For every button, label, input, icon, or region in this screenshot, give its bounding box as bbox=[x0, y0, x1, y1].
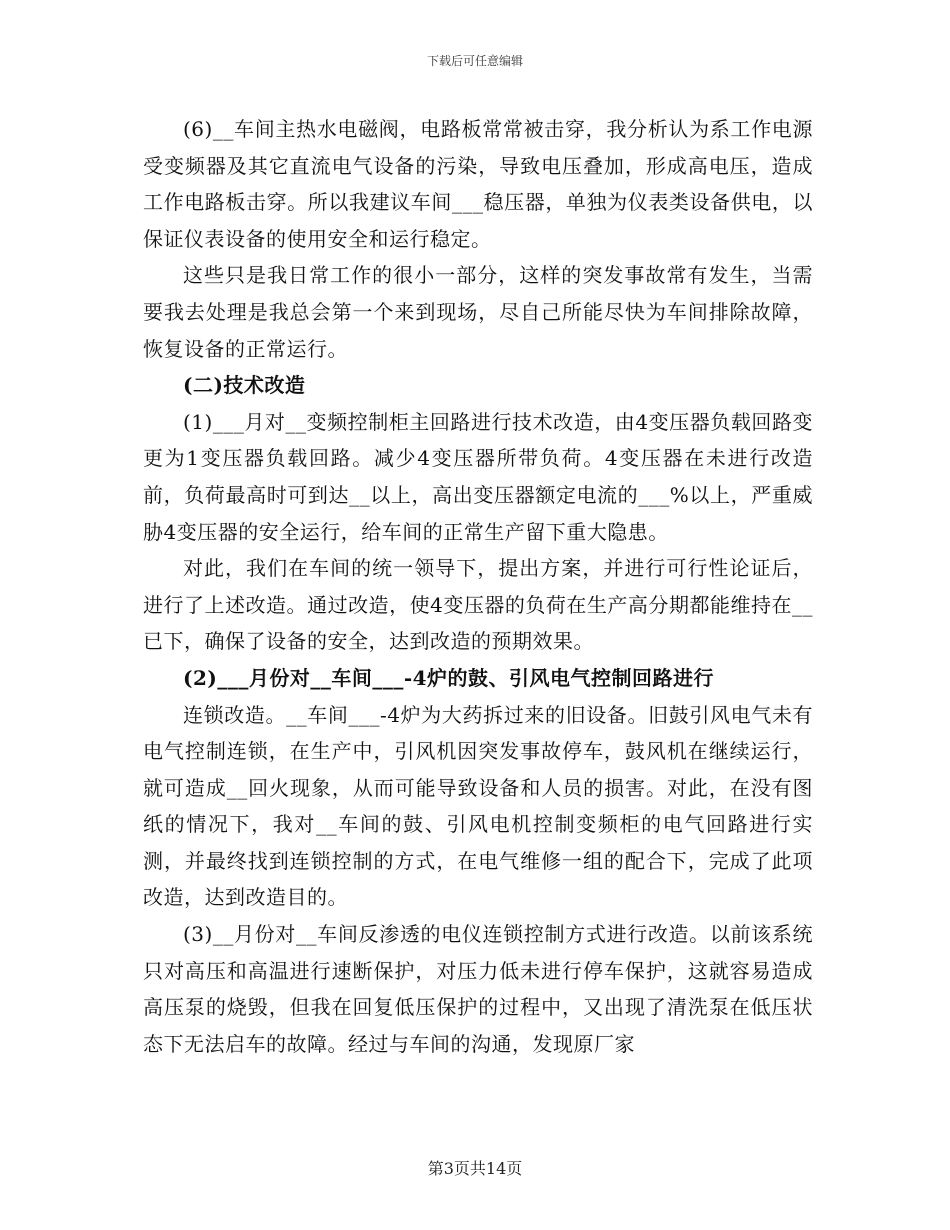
paragraph-item-1: (1)___月对__变频控制柜主回路进行技术改造，由4变压器负载回路变更为1变压器负载回路。减少4变压器所带负荷。4变压器在未进行改造前，负荷最高时可到达__以上，高出变压器额定电流的___%以上，严重威胁4变压器的安全运行，给车间的正常生产留下重大隐患。 bbox=[143, 409, 813, 544]
paragraph-item-2-body: 连锁改造。__车间___-4炉为大药拆过来的旧设备。旧鼓引风电气未有电气控制连锁，在生产中，引风机因突发事故停车，鼓风机在继续运行，就可造成__回火现象，从而可能导致设备和人员的损害。对此，在没有图纸的情况下，我对__车间的鼓、引风电机控制变频柜的电气回路进行实测，并最终找到连锁控制的方式，在电气维修一组的配合下，完成了此项改造，达到改造目的。 bbox=[143, 702, 813, 910]
page-header: 下载后可任意编辑 bbox=[426, 54, 523, 68]
paragraph-item-1-result: 对此，我们在车间的统一领导下，提出方案，并进行可行性论证后，进行了上述改造。通过改造，使4变压器的负荷在生产高分期都能维持在__已下，确保了设备的安全，达到改造的预期效果。 bbox=[143, 556, 813, 654]
page-number: 第3页共14页 bbox=[427, 1159, 523, 1178]
section-heading-tech-upgrade: (二)技术改造 bbox=[183, 373, 306, 398]
paragraph-daily-work: 这些只是我日常工作的很小一部分，这样的突发事故常有发生，当需要我去处理是我总会第一个来到现场，尽自己所能尽快为车间排除故障，恢复设备的正常运行。 bbox=[143, 263, 813, 361]
paragraph-item-3: (3)__月份对__车间反渗透的电仪连锁控制方式进行改造。以前该系统只对高压和高温进行速断保护，对压力低未进行停车保护，这就容易造成高压泵的烧毁，但我在回复低压保护的过程中，又出现了清洗泵在低压状态下无法启车的故障。经过与车间的沟通，发现原厂家 bbox=[143, 922, 813, 1056]
paragraph-item-2-heading: (2)___月份对__车间___-4炉的鼓、引风电气控制回路进行 bbox=[183, 665, 715, 690]
document-body bbox=[143, 111, 813, 1062]
paragraph-solenoid-valve: (6)__车间主热水电磁阀，电路板常常被击穿，我分析认为系工作电源受变频器及其它直流电气设备的污染，导致电压叠加，形成高电压，造成工作电路板击穿。所以我建议车间___稳压器，单独为仪表类设备供电，以保证仪表设备的使用安全和运行稳定。 bbox=[143, 117, 813, 251]
